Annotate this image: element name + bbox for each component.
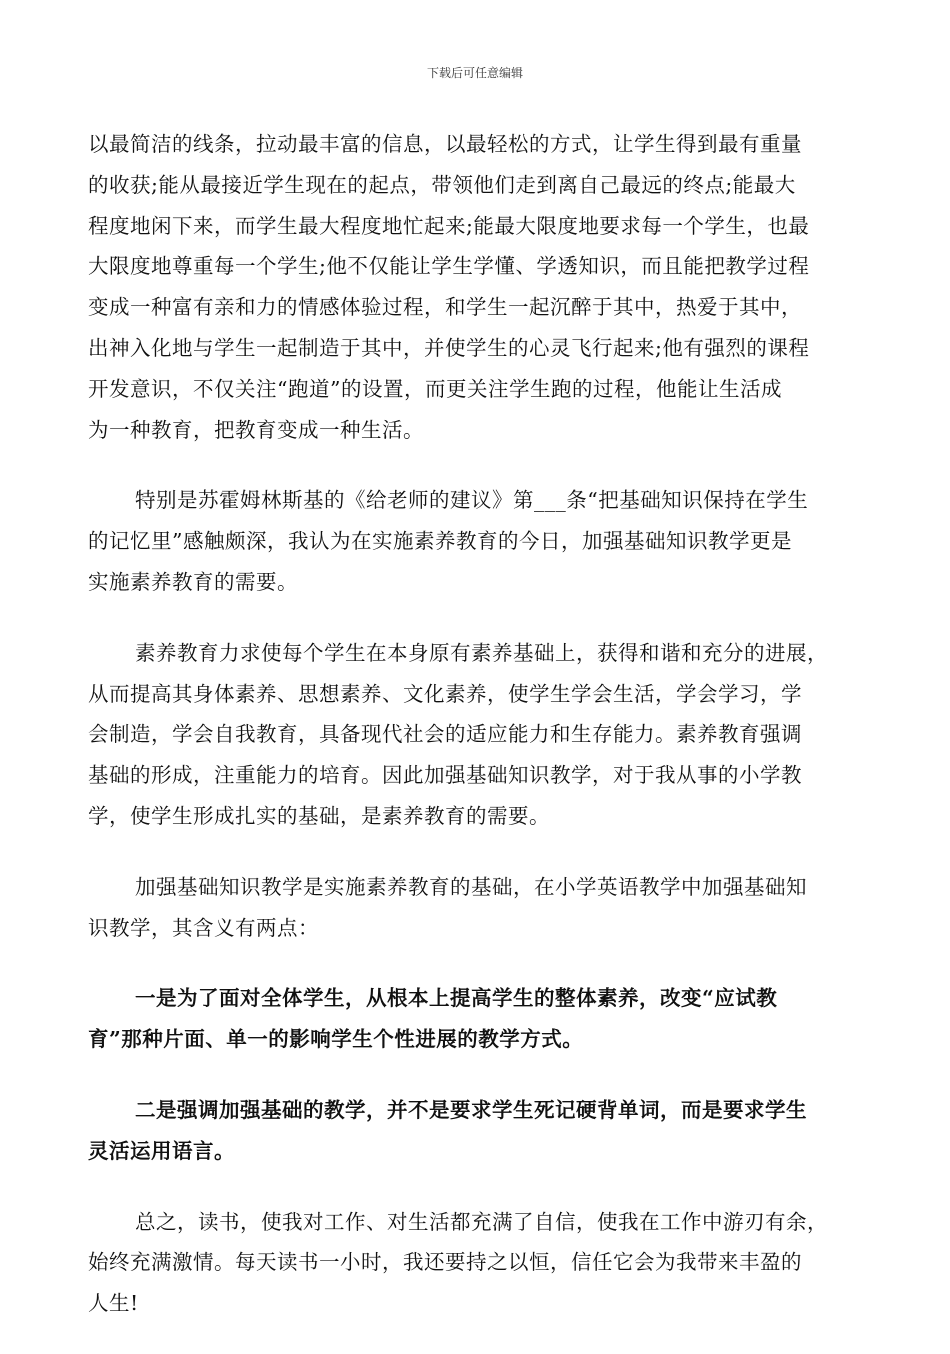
text-line: 一是为了面对全体学生，从根本上提高学生的整体素养，改变“应试教: [135, 986, 778, 1011]
text-line: 从而提高其身体素养、思想素养、文化素养，使学生学会生活，学会学习，学: [88, 681, 802, 706]
bold-paragraph: [88, 978, 866, 1060]
text-line: 识教学，其含义有两点：: [88, 915, 319, 940]
text-line: 总之，读书，使我对工作、对生活都充满了自信，使我在工作中游刃有余，: [135, 1209, 828, 1234]
text-line: 实施素养教育的需要。: [88, 569, 298, 594]
text-line: 灵活运用语言。: [88, 1138, 235, 1163]
paragraph: [88, 480, 866, 602]
text-line: 基础的形成，注重能力的培育。因此加强基础知识教学，对于我从事的小学教: [88, 763, 802, 788]
text-line: 始终充满激情。每天读书一小时，我还要持之以恒，信任它会为我带来丰盈的: [88, 1250, 802, 1275]
paragraph: [88, 124, 866, 450]
text-line: 育”那种片面、单一的影响学生个性进展的教学方式。: [88, 1027, 584, 1052]
text-line: 会制造，学会自我教育，具备现代社会的适应能力和生存能力。素养教育强调: [88, 722, 802, 747]
text-line: 加强基础知识教学是实施素养教育的基础，在小学英语教学中加强基础知: [135, 874, 807, 899]
document-body: [88, 124, 866, 1354]
page-header: 下载后可任意编辑: [426, 66, 523, 80]
paragraph: [88, 867, 866, 949]
text-line: 以最简洁的线条，拉动最丰富的信息，以最轻松的方式，让学生得到最有重量: [88, 132, 802, 156]
text-line: 二是强调加强基础的教学，并不是要求学生死记硬背单词，而是要求学生: [135, 1097, 807, 1122]
text-line: 特别是苏霍姆林斯基的《给老师的建议》第___条“把基础知识保持在学生: [135, 488, 809, 513]
text-line: 为一种教育，把教育变成一种生活。: [88, 417, 424, 442]
paragraph: [88, 633, 866, 837]
paragraph: [88, 1202, 866, 1324]
text-line: 学，使学生形成扎实的基础，是素养教育的需要。: [88, 803, 550, 828]
bold-paragraph: [88, 1090, 866, 1172]
text-line: 素养教育力求使每个学生在本身原有素养基础上，获得和谐和充分的进展，: [135, 640, 828, 665]
text-line: 人生!: [88, 1291, 139, 1316]
text-line: 变成一种富有亲和力的情感体验过程，和学生一起沉醉于其中，热爱于其中，: [88, 295, 802, 320]
text-line: 开发意识，不仅关注“跑道”的设置，而更关注学生跑的过程，他能让生活成: [88, 376, 782, 401]
text-line: 大限度地尊重每一个学生;他不仅能让学生学懂、学透知识，而且能把教学过程: [88, 254, 810, 279]
text-line: 出神入化地与学生一起制造于其中，并使学生的心灵飞行起来;他有强烈的课程: [88, 335, 810, 360]
text-line: 程度地闲下来，而学生最大程度地忙起来;能最大限度地要求每一个学生，也最: [88, 213, 810, 238]
text-line: 的记忆里”感触颇深，我认为在实施素养教育的今日，加强基础知识教学更是: [88, 529, 792, 554]
text-line: 的收获;能从最接近学生现在的起点，带领他们走到离自己最远的终点;能最大: [88, 172, 796, 197]
